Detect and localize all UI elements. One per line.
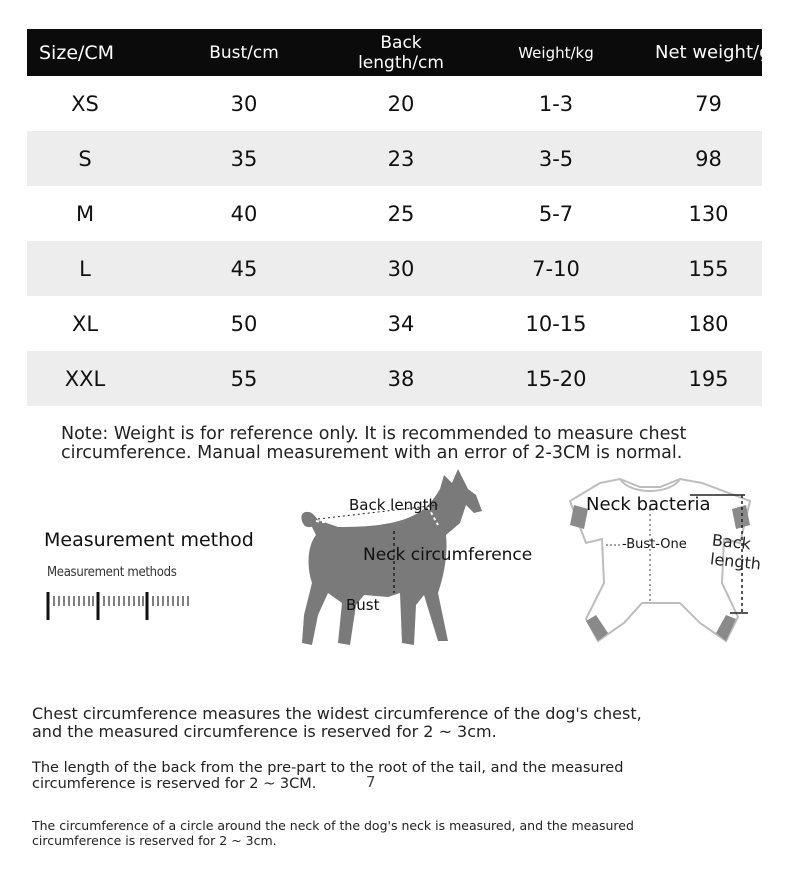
- paragraph-line: The length of the back from the pre-part to the root of the tail, and the measured: [32, 760, 624, 776]
- size-note: [61, 425, 761, 463]
- table-row: [27, 186, 762, 241]
- cell-bust: 55: [230, 366, 258, 391]
- back-length-line: Back: [711, 530, 752, 554]
- measurement-method-title: Measurement method: [44, 529, 254, 551]
- cell-bust: 40: [230, 201, 258, 226]
- cell-net-weight: 180: [688, 311, 729, 336]
- back-length-instructions: [32, 760, 623, 792]
- cell-size: XL: [71, 311, 99, 336]
- shirt-bust-label: -Bust-One: [622, 537, 687, 552]
- cell-bust: 30: [230, 91, 258, 116]
- table-row: [27, 76, 762, 131]
- cell-size: XXL: [64, 366, 106, 391]
- cell-bust: 35: [230, 146, 258, 171]
- neck-circumference-label: Neck circumference: [363, 545, 533, 565]
- cell-net-weight: 79: [695, 91, 722, 116]
- paragraph-line: circumference is reserved for 2 ~ 3cm.: [32, 833, 277, 848]
- cell-net-weight: 195: [688, 366, 729, 391]
- table-row: [27, 296, 762, 351]
- back-length-line: length: [709, 549, 762, 574]
- cell-weight: 3-5: [538, 146, 574, 171]
- header-net-weight: Net weight/g: [655, 42, 771, 63]
- cell-weight: 7-10: [532, 256, 580, 281]
- cell-size: S: [78, 146, 92, 171]
- table-row: [27, 131, 762, 186]
- bust-label: Bust: [346, 596, 380, 614]
- cell-size: M: [75, 201, 95, 226]
- back-length-label: Back length: [349, 496, 438, 514]
- cell-back-length: 23: [387, 146, 415, 171]
- cell-back-length: 30: [387, 256, 415, 281]
- paragraph-line: and the measured circumference is reserved for 2 ~ 3cm.: [32, 722, 497, 741]
- measurement-method-subtitle: Measurement methods: [47, 565, 177, 580]
- neck-instructions: [32, 818, 634, 848]
- table-header: [27, 29, 771, 76]
- cell-weight: 15-20: [525, 366, 587, 391]
- chest-instructions: [32, 705, 642, 741]
- size-table: [27, 29, 771, 406]
- cell-net-weight: 98: [695, 146, 722, 171]
- cell-weight: 1-3: [538, 91, 574, 116]
- cell-net-weight: 155: [688, 256, 729, 281]
- paragraph-line: Chest circumference measures the widest circumference of the dog's chest,: [32, 704, 642, 723]
- header-bust: Bust/cm: [209, 42, 279, 63]
- cell-back-length: 20: [387, 91, 415, 116]
- cell-back-length: 38: [387, 366, 415, 391]
- table-row: [27, 241, 762, 296]
- stray-mark: 7: [366, 773, 376, 791]
- cell-back-length: 34: [387, 311, 415, 336]
- neck-label: Neck bacteria: [586, 494, 711, 515]
- cell-back-length: 25: [387, 201, 415, 226]
- cell-size: XS: [71, 91, 99, 116]
- note-line: circumference. Manual measurement with an error of 2-3CM is normal.: [61, 443, 683, 463]
- cell-weight: 10-15: [525, 311, 587, 336]
- header-back-length: Back length/cm: [358, 32, 444, 73]
- note-line: Note: Weight is for reference only. It is recommended to measure chest: [61, 424, 687, 444]
- cell-weight: 5-7: [538, 201, 574, 226]
- shirt-back-length-label: [709, 530, 764, 573]
- cell-net-weight: 130: [688, 201, 729, 226]
- cell-bust: 45: [230, 256, 258, 281]
- cell-size: L: [79, 256, 91, 281]
- header-size: Size/CM: [39, 41, 115, 64]
- paragraph-line: The circumference of a circle around the neck of the dog's neck is measured, and the measured: [32, 818, 634, 833]
- header-weight: Weight/kg: [518, 43, 594, 62]
- paragraph-line: circumference is reserved for 2 ~ 3CM.: [32, 776, 317, 792]
- table-row: [27, 351, 762, 406]
- cell-bust: 50: [230, 311, 258, 336]
- ruler-icon: [46, 590, 196, 622]
